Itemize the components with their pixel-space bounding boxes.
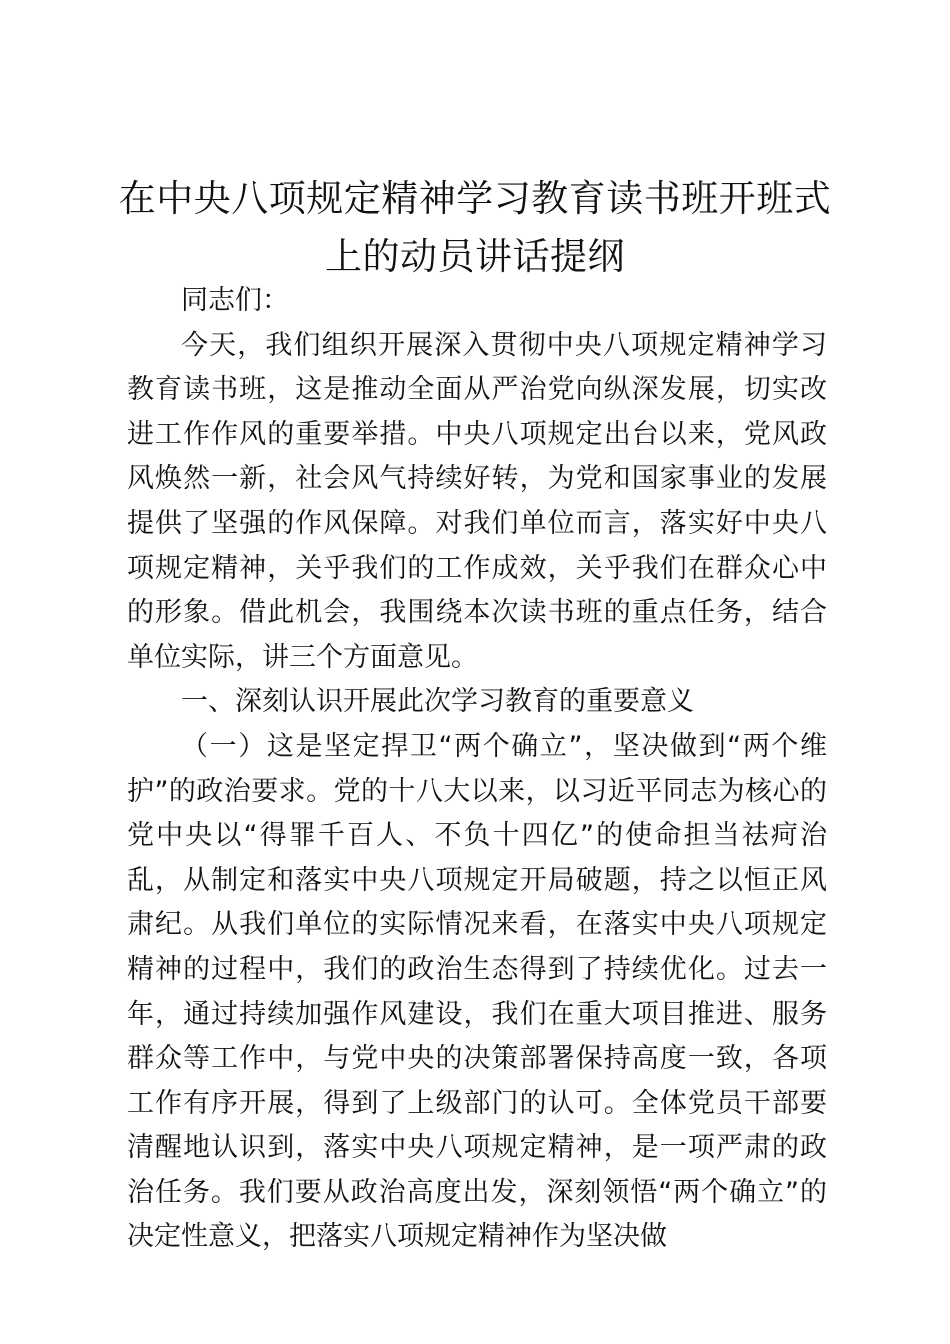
paragraph-intro: 今天，我们组织开展深入贯彻中央八项规定精神学习教育读书班，这是推动全面从严治党向纵深发展，切实改进工作作风的重要举措。中央八项规定出台以来，党风政风焕然一新，社会风气持续好转，为党和国家事业的发展提供了坚强的作风保障。对我们单位而言，落实好中央八项规定精神，关乎我们的工作成效，关乎我们在群众心中的形象。借此机会，我围绕本次读书班的重点任务，结合单位实际，讲三个方面意见。 (127, 329, 827, 673)
document-title: 在中央八项规定精神学习教育读书班开班式上的动员讲话提纲 (118, 177, 832, 278)
salutation: 同志们： (181, 285, 289, 316)
paragraph-subsection-1: （一）这是坚定捍卫“两个确立”，坚决做到“两个维护”的政治要求。党的十八大以来，以习近平同志为核心的党中央以“得罪千百人、不负十四亿”的使命担当祛疴治乱，从制定和落实中央八项规定开局破题，持之以恒正风肃纪。从我们单位的实际情况来看，在落实中央八项规定精神的过程中，我们的政治生态得到了持续优化。过去一年，通过持续加强作风建设，我们在重大项目推进、服务群众等工作中，与党中央的决策部署保持高度一致，各项工作有序开展，得到了上级部门的认可。全体党员干部要清醒地认识到，落实中央八项规定精神，是一项严肃的政治任务。我们要从政治高度出发，深刻领悟“两个确立”的决定性意义，把落实八项规定精神作为坚决做 (127, 730, 827, 1253)
section-heading-1: 一、深刻认识开展此次学习教育的重要意义 (181, 686, 694, 718)
document-body (127, 279, 827, 1260)
